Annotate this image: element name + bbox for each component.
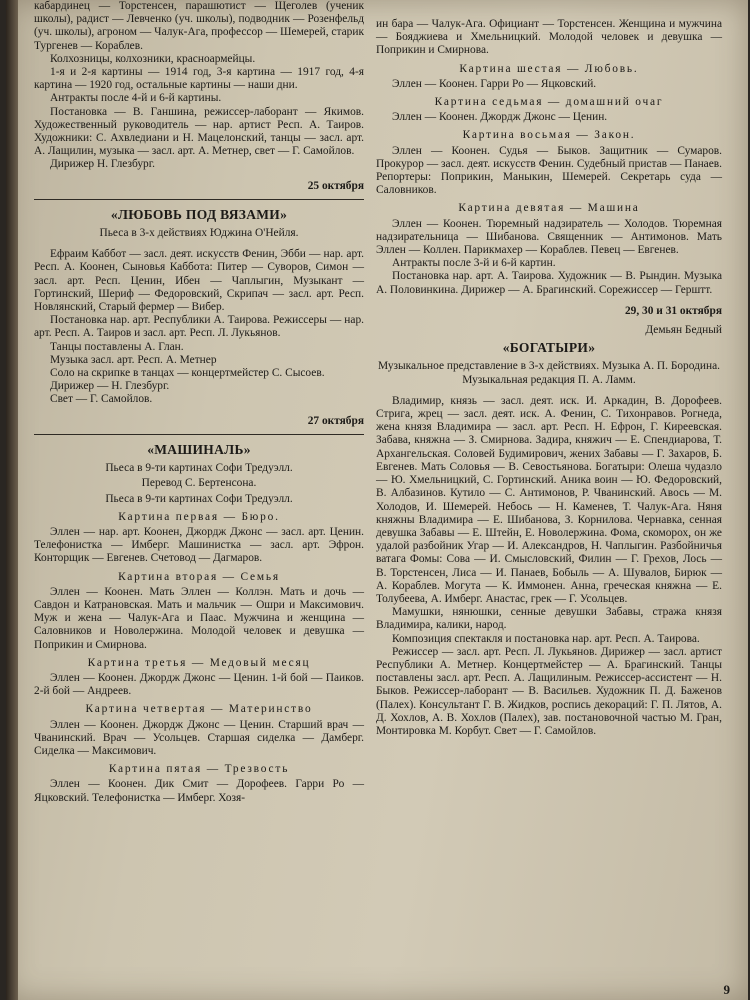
cast-paragraph: Композиция спектакля и постановка нар. арт. Респ. А. Таирова. [392, 632, 700, 645]
cast-paragraph: Антракты после 4-й и 6-й картины. [50, 92, 222, 105]
cast-paragraph: Музыка засл. арт. Респ. А. Метнер [50, 353, 217, 366]
scene-heading: Картина седьмая — домашний очаг [434, 96, 664, 109]
play-translator: Перевод С. Бертенсона. [141, 477, 257, 490]
play-title: «БОГАТЫРИ» [502, 340, 596, 356]
cast-paragraph: Эллен — Коонен. Джордж Джонс — Ценин. 1-й бой — Паиков. 2-й бой — Андреев. [34, 671, 364, 698]
cast-paragraph: Эллен — Коонен. Джордж Джонс — Ценин. Старший врач — Чванинский. Врач — Усольцев. Старшая сиделка — Дамберг. Сиделка — Максимович. [34, 718, 364, 757]
cast-paragraph: кабардинец — Торстенсен, парашютист — Щеголев (ученик школы), радист — Левченко (уч. школы), подводник — Розенфельд (уч. школы), агроном — Чалук-Ага, профессор — Шемерей, старик Тургенев — Кораблев. [34, 0, 364, 52]
cast-paragraph: 1-я и 2-я картины — 1914 год, 3-я картина — 1917 год, 4-я картина — 1920 год, остальные картины — наши дни. [34, 66, 364, 92]
play-author: Демьян Бедный [645, 324, 722, 337]
cast-paragraph: ин бара — Чалук-Ага. Официант — Торстенсен. Женщина и мужчина — Бояджиева и Хмельницкий. Молодой человек и девушка — Поприкин и Смирнова. [376, 18, 722, 57]
play-subtitle: Музыкальное представление в 3-х действиях. Музыка А. П. Бородина. Музыкальная редакция П. А. Ламм. [377, 360, 721, 386]
program-page [6, 0, 748, 1000]
play-subtitle: Пьеса в 9-ти картинах Софи Тредуэлл. [105, 492, 293, 505]
cast-paragraph: Антракты после 3-й и 6-й картин. [392, 257, 556, 270]
right-column [376, 18, 722, 738]
page-number: 9 [723, 982, 730, 997]
scene-heading: Картина четвертая — Материнство [85, 703, 313, 716]
performance-date: 29, 30 и 31 октября [624, 304, 722, 317]
scene-heading: Картина первая — Бюро. [118, 510, 280, 523]
cast-paragraph: Дирижер Н. Глезбург. [50, 158, 155, 171]
play-subtitle: Пьеса в 3-х действиях Юджина О'Нейля. [99, 227, 299, 240]
cast-paragraph: Колхозницы, колхозники, красноармейцы. [50, 52, 256, 65]
cast-paragraph: Эллен — Коонен. Тюремный надзиратель — Холодов. Тюремная надзирательница — Шибанова. Священник — Антимонов. Мать Эллен — Коллен. Парикмахер — Кораблев. Певец — Евгенев. [376, 217, 722, 257]
divider [34, 434, 364, 435]
cast-paragraph: Постановка нар. арт. А. Таирова. Художник — В. Рындин. Музыка А. Половинкина. Дирижер — А. Брагинский. Сорежиссер — Герштт. [376, 270, 722, 296]
cast-paragraph: Эллен — нар. арт. Коонен, Джордж Джонс — засл. арт. Ценин. Телефонистка — Имберг. Машинистка — засл. арт. Эфрон. Конторщик — Евгенев. Счетовод — Дагмаров. [34, 525, 364, 565]
cast-paragraph: Постановка — В. Ганшина, режиссер-лаборант — Якимов. Художественный руководитель — нар. артист Респ. А. Таиров. Художники: С. Ахвледиани и Н. Мацелонский, танцы — засл. арт. А. Лащилин, музыка — засл. арт. А. Метнер, свет — Г. Самойлов. [34, 105, 364, 158]
scene-heading: Картина шестая — Любовь. [459, 62, 639, 75]
cast-paragraph: Эллен — Коонен. Гарри Ро — Яцковский. [392, 77, 597, 90]
cast-paragraph: Эллен — Коонен. Дик Смит — Дорофеев. Гарри Ро — Яцковский. Телефонистка — Имберг. Хозя- [34, 778, 364, 804]
cast-paragraph: Мамушки, нянюшки, сенные девушки Забавы, стража князя Владимира, калики, народ. [376, 606, 722, 632]
play-title: «МАШИНАЛЬ» [147, 441, 251, 457]
cast-paragraph: Ефраим Каббот — засл. деят. искусств Фенин, Эбби — нар. арт. Респ. А. Коонен, Сыновья Каббота: Питер — Суворов, Симон — засл. арт. Респ. Ценин, Ибен — Чаплыгин, Музыкант — Гортинский, Шериф — Федоровский, Скрипач — засл. арт. Респ. Новлянский, Старый фермер — Вибер. [34, 248, 364, 314]
left-column [34, 0, 364, 805]
scene-heading: Картина восьмая — Закон. [462, 129, 636, 142]
play-subtitle: Пьеса в 9-ти картинах Софи Тредуэлл. [105, 462, 293, 475]
cast-paragraph: Танцы поставлены А. Глан. [50, 340, 184, 353]
cast-paragraph: Эллен — Коонен. Джордж Джонс — Ценин. [392, 111, 608, 124]
performance-date: 27 октября [307, 414, 364, 427]
cast-paragraph: Владимир, князь — засл. деят. иск. И. Аркадин, В. Дорофеев. Стрига, жрец — засл. деят. иск. А. Фенин, С. Тихонравов. Рогнеда, жена князя Владимира — засл. арт. Респ. Н. Ефрон, Г. Киреевская. Забава, княжна — З. Смирнова. Задира, княжич — Е. Спендиарова, Т. Архангельская. Соловей Будимирович, жених Забавы — Г. Захаров, Б. Евгенев. Мать Соловья — В. Севостьянова. Богатыри: Олеша чудазло — Ю. Хмельницкий, С. Гортинский. Аника воин — Ю. Федоровский, В. Албазинов. Кутило — С. Антимонов, Р. Чванинский. Авось — М. Холодов, И. Шемерей. Небось — Н. Каменев, Т. Чалук-Ага. Няня княжны Владимира — Е. Шибанова, З. Корнилова. Чернавка, сенная девушка Забавы — Е. Штейн, Е. Новолержина. Фома, скоморох, он же удалой разбойник Угар — И. Александров, Н. Чаплыгин. Разбойничья ватага Фомы: Сова — И. Смысловский, Филин — Г. Грехов, Лось — В. Торстенсен, Лиса — И. Панаев, Бобыль — А. Шувалов, Бирюк — А. Кораблев. Могута — К. Иммонен. Анна, греческая княжна — Е. Толубеева, А. Имберг. Анастас, грек — Г. Усольцев. [376, 394, 722, 605]
cast-paragraph: Эллен — Коонен. Мать Эллен — Коллэн. Мать и дочь — Савдон и Катрановская. Мать и мальчик — Ошри и Максимович. Муж и жена — Чалук-Ага и Паас. Мужчина и женщина — Саловников и Новолержина. Молодой человек и девушка — Поприкин и Смирнова. [34, 585, 364, 651]
scene-heading: Картина пятая — Трезвость [108, 763, 290, 776]
cast-paragraph: Режиссер — засл. арт. Респ. Л. Лукьянов. Дирижер — засл. артист Республики А. Метнер. Концертмейстер — А. Брагинский. Танцы поставлены засл. арт. Респ. А. Лащилиным. Режиссер-ассистент — Н. Быков. Режиссер-лаборант — В. Васильев. Художник П. Д. Баженов (Палех). Консультант Г. В. Жидков, роспись декораций: Г. П. Лятов, А. Д. Хохлов, А. В. Хохлов (Палех), зав. постановочной частью М. Гран, Монтировка М. Корбут. Свет — Г. Самойлов. [376, 645, 722, 737]
cast-paragraph: Постановка нар. арт. Республики А. Таирова. Режиссеры — нар. арт. Респ. А. Таиров и засл. арт. Респ. Л. Лукьянов. [34, 314, 364, 340]
cast-paragraph: Эллен — Коонен. Судья — Быков. Защитник — Сумаров. Прокурор — засл. деят. искусств Фенин. Судебный пристав — Панаев. Репортеры: Поприкин, Маныкин, Шемерей. Секретарь суда — Саловников. [376, 144, 722, 197]
cast-paragraph: Свет — Г. Самойлов. [50, 393, 153, 406]
performance-date: 25 октября [307, 179, 364, 192]
cast-paragraph: Дирижер — Н. Глезбург. [50, 380, 170, 393]
cast-paragraph: Соло на скрипке в танцах — концертмейстер С. Сысоев. [50, 367, 325, 380]
scene-heading: Картина девятая — Машина [458, 202, 640, 215]
divider [34, 199, 364, 200]
book-binding [6, 0, 18, 1000]
play-title: «ЛЮБОВЬ ПОД ВЯЗАМИ» [110, 206, 288, 222]
scene-heading: Картина вторая — Семья [118, 570, 280, 583]
scene-heading: Картина третья — Медовый месяц [87, 656, 311, 669]
